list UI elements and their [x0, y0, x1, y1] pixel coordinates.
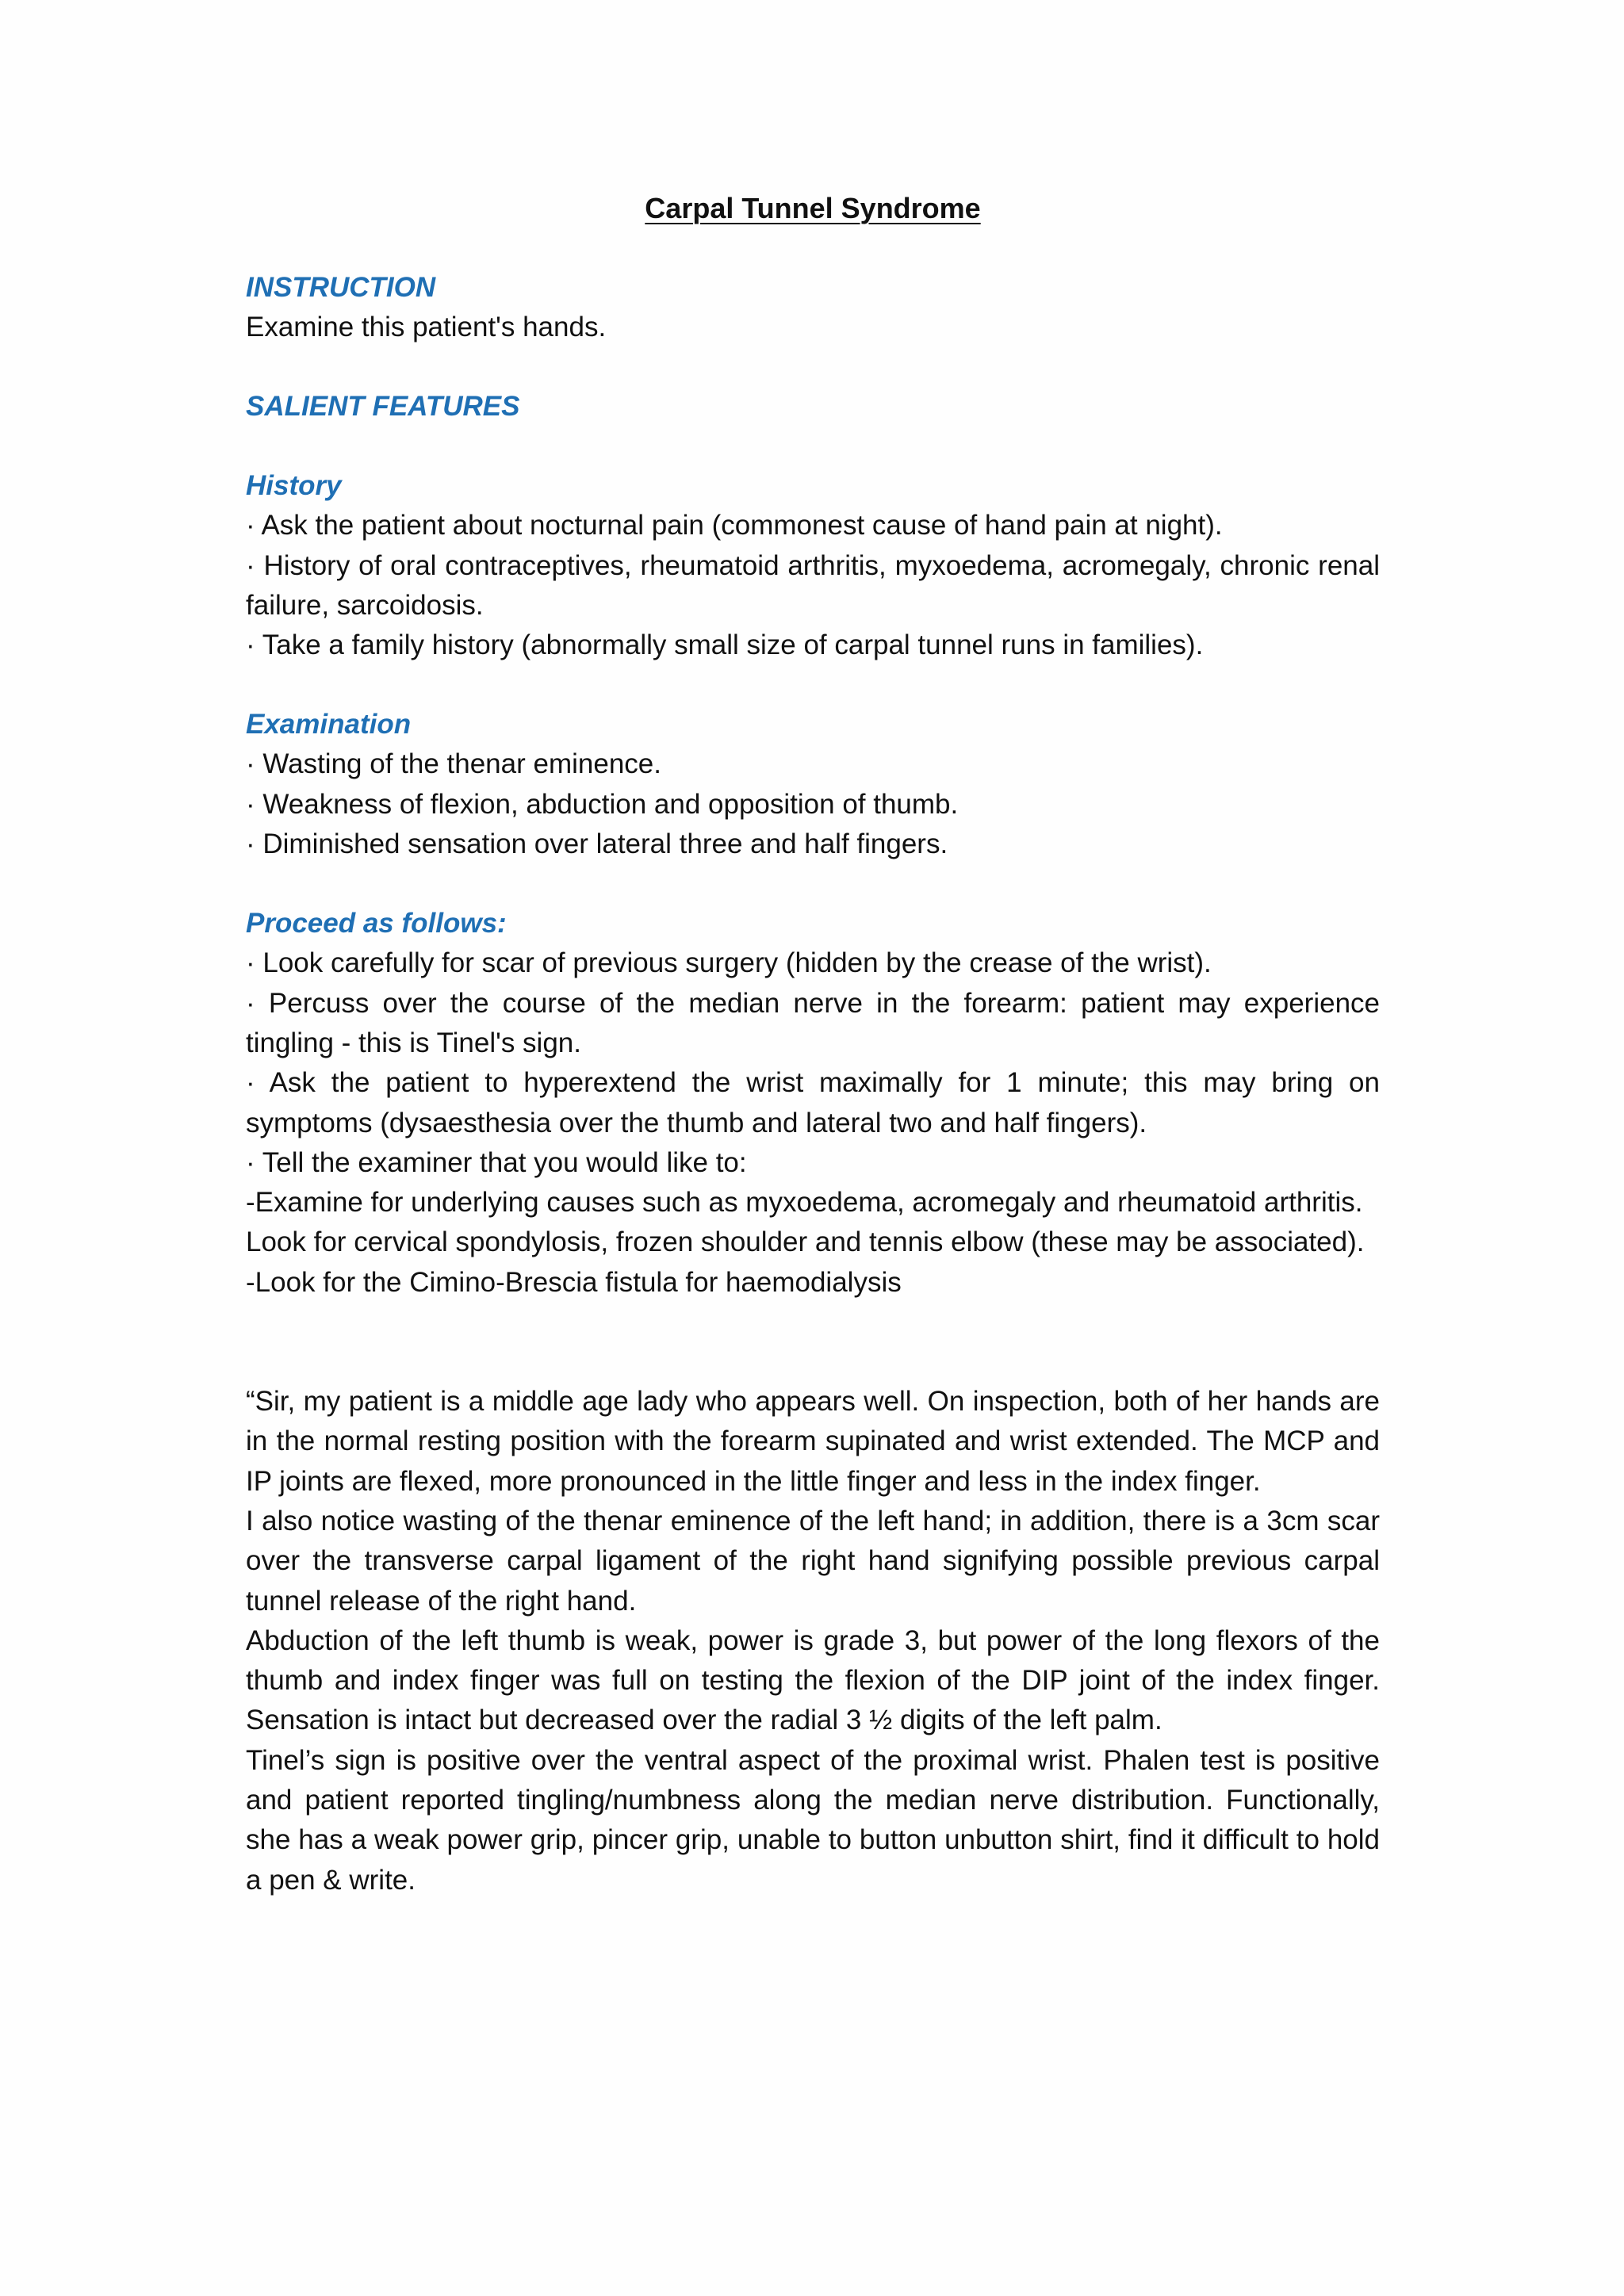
proceed-item: · Look carefully for scar of previous surgery (hidden by the crease of the wrist). — [246, 947, 1212, 979]
proceed-item: · Tell the examiner that you would like to: — [246, 1146, 747, 1178]
history-heading: History — [246, 470, 342, 502]
proceed-item: · Ask the patient to hyperextend the wrist maximally for 1 minute; this may bring on symptoms (dysaesthesia over the thumb and lateral two and half fingers). — [246, 1067, 1380, 1138]
history-item: · Take a family history (abnormally small size of carpal tunnel runs in families). — [246, 629, 1204, 661]
proceed-heading: Proceed as follows: — [246, 908, 507, 939]
proceed-item: Look for cervical spondylosis, frozen shoulder and tennis elbow (these may be associated). — [246, 1226, 1365, 1258]
presentation-paragraph: “Sir, my patient is a middle age lady who appears well. On inspection, both of her hands are in the normal resting position with the forearm supinated and wrist extended. The MCP and IP joints are flexed, more pronounced in the little finger and less in the index finger. — [246, 1386, 1380, 1497]
proceed-item: -Examine for underlying causes such as myxoedema, acromegaly and rheumatoid arthritis. — [246, 1187, 1363, 1219]
spacer — [246, 864, 1380, 904]
presentation-paragraph: Abduction of the left thumb is weak, power is grade 3, but power of the long flexors of the thumb and index finger was full on testing the flexion of the DIP joint of the index finger. Sensation is intact but decreased over the radial 3 ½ digits of the left palm. — [246, 1624, 1380, 1736]
salient-features-heading: SALIENT FEATURES — [246, 391, 520, 423]
spacer — [246, 427, 1380, 466]
history-item: · History of oral contraceptives, rheumatoid arthritis, myxoedema, acromegaly, chronic renal failure, sarcoidosis. — [246, 549, 1380, 621]
presentation-paragraph: Tinel’s sign is positive over the ventral aspect of the proximal wrist. Phalen test is positive and patient reported tingling/numbness along the median nerve distribution. Functionally, she has a weak power grip, pincer grip, unable to button unbutton shirt, find it difficult to hold a pen & write. — [246, 1744, 1380, 1896]
examination-item: · Weakness of flexion, abduction and opposition of thumb. — [246, 788, 959, 820]
examination-item: · Wasting of the thenar eminence. — [246, 748, 661, 780]
history-item: · Ask the patient about nocturnal pain (commonest cause of hand pain at night). — [246, 510, 1223, 541]
examination-heading: Examination — [246, 709, 412, 740]
document-title: Carpal Tunnel Syndrome — [645, 192, 981, 224]
proceed-item: · Percuss over the course of the median nerve in the forearm: patient may experience tingling - this is Tinel's sign. — [246, 987, 1380, 1058]
proceed-item: -Look for the Cimino-Brescia fistula for haemodialysis — [246, 1266, 902, 1298]
spacer — [246, 347, 1380, 387]
presentation-paragraph: I also notice wasting of the thenar eminence of the left hand; in addition, there is a 3cm scar over the transverse carpal ligament of the right hand signifying possible previous carpal tunnel release of the right hand. — [246, 1505, 1380, 1617]
spacer — [246, 665, 1380, 705]
document-page — [246, 189, 1380, 1900]
instruction-text: Examine this patient's hands. — [246, 312, 607, 342]
examination-item: · Diminished sensation over lateral three and half fingers. — [246, 828, 948, 860]
instruction-heading: INSTRUCTION — [246, 272, 436, 303]
spacer — [246, 1303, 1380, 1382]
